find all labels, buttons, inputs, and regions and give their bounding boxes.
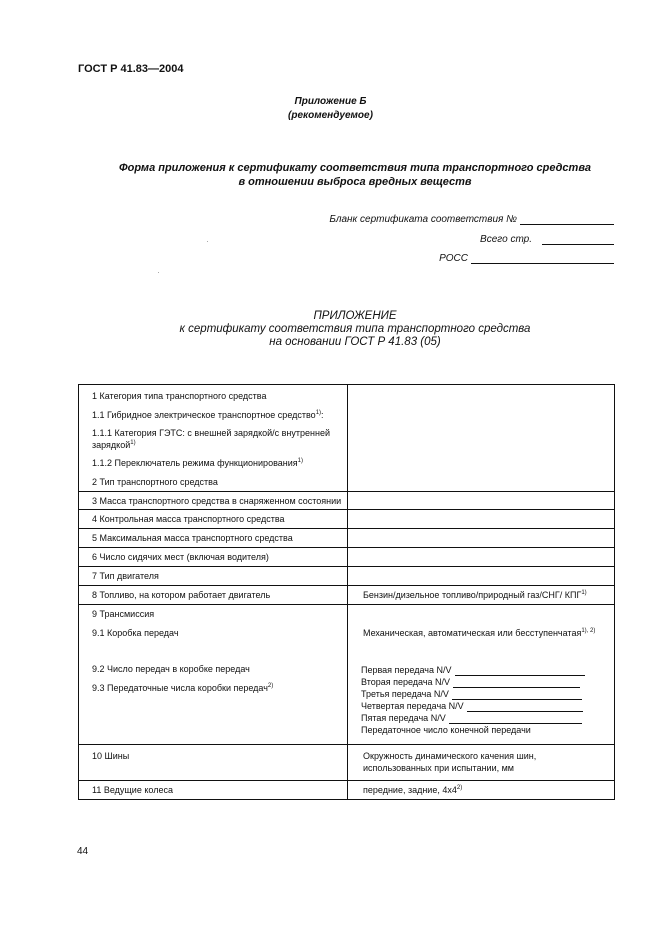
table-row <box>79 529 615 548</box>
appendix-title: Приложение Б <box>294 96 367 107</box>
row-label: 6 Число сидячих мест (включая водителя) <box>92 552 269 562</box>
table-cell-label <box>79 385 348 492</box>
table-cell-label <box>79 510 348 529</box>
scan-speck <box>158 272 159 273</box>
attachment-title: ПРИЛОЖЕНИЕ <box>313 310 397 322</box>
table-row <box>79 492 615 510</box>
scan-speck <box>207 241 208 242</box>
table-cell-value <box>348 781 615 800</box>
table-row <box>79 586 615 605</box>
row-label: 1.1.1 Категория ГЭТС: с внешней зарядкой/с внутренней зарядкой$^{1)}$ <box>92 428 331 450</box>
ross-blank-line <box>471 254 614 264</box>
table-cell-label <box>79 529 348 548</box>
appendix-subtitle: (рекомендуемое) <box>288 110 373 121</box>
gear-ratio-final: Передаточное число конечной передачи <box>361 725 531 735</box>
ross-blank-label: РОСС <box>439 253 468 264</box>
table-cell-label <box>79 548 348 567</box>
row-label: 1.1 Гибридное электрическое транспортное средство$^{1)}$: <box>92 410 324 420</box>
row-value: Бензин/дизельное топливо/природный газ/СНГ/ КПГ$^{1)}$ <box>363 590 587 600</box>
row-label: 9.2 Число передач в коробке передач <box>92 664 250 674</box>
row-value: передние, задние, 4x4$^{2)}$ <box>363 785 463 795</box>
standard-code: ГОСТ Р 41.83—2004 <box>78 63 184 75</box>
row-label: 5 Максимальная масса транспортного средства <box>92 533 293 543</box>
gear-ratio-item: Первая передача N/V <box>348 664 614 676</box>
row-label: 9.3 Передаточные числа коробки передач$^{2)}$ <box>92 683 274 693</box>
row-label: 1.1.2 Переключатель режима функционирования$^{1)}$ <box>92 458 303 468</box>
table-cell-value <box>348 529 615 548</box>
row-label: 2 Тип транспортного средства <box>92 477 218 487</box>
row-value: Окружность динамического качения шин, использованных при испытании, мм <box>363 751 537 773</box>
table-row <box>79 510 615 529</box>
pages-blank-label: Всего стр. <box>480 234 532 245</box>
table-cell-value <box>348 510 615 529</box>
table-cell-value <box>348 586 615 605</box>
table-cell-label <box>79 745 348 781</box>
form-title-line1: Форма приложения к сертификату соответствия типа транспортного средства <box>119 162 591 174</box>
row-label: 4 Контрольная масса транспортного средства <box>92 514 285 524</box>
gear-ratio-list <box>348 664 614 736</box>
gear-ratio-item: Вторая передача N/V <box>348 676 614 688</box>
table-row <box>79 781 615 800</box>
table-cell-label <box>79 586 348 605</box>
table-cell-value <box>348 567 615 586</box>
certificate-attachment-table <box>78 384 615 800</box>
table-row <box>79 605 615 745</box>
table-cell-value <box>348 548 615 567</box>
gear-ratio-item: Пятая передача N/V <box>348 712 614 724</box>
row-label: 11 Ведущие колеса <box>92 785 173 795</box>
certificate-blank-line <box>520 215 614 225</box>
pages-blank-field <box>480 234 614 245</box>
table-cell-label <box>79 781 348 800</box>
row-label: 10 Шины <box>92 751 130 761</box>
certificate-blank-field <box>329 214 614 225</box>
table-cell-label <box>79 605 348 745</box>
row-label: 3 Масса транспортного средства в снаряженном состоянии <box>92 496 342 506</box>
row-label: 1 Категория типа транспортного средства <box>92 391 267 401</box>
table-cell-value <box>348 745 615 781</box>
table-row <box>79 548 615 567</box>
row-label: 9 Трансмиссия <box>92 609 155 619</box>
row-value: Механическая, автоматическая или бесступенчатая$^{1), 2)}$ <box>363 628 596 638</box>
page-number: 44 <box>77 846 89 857</box>
table-cell-value <box>348 385 615 492</box>
certificate-blank-label: Бланк сертификата соответствия № <box>329 214 517 225</box>
row-label: 8 Топливо, на котором работает двигатель <box>92 590 271 600</box>
gear-ratio-item: Третья передача N/V <box>348 688 614 700</box>
gear-ratio-item: Четвертая передача N/V <box>348 700 614 712</box>
attachment-subtitle-line1: к сертификату соответствия типа транспортного средства <box>179 323 531 335</box>
table-row <box>79 745 615 781</box>
form-title-line2: в отношении выброса вредных веществ <box>238 176 472 188</box>
row-label: 9.1 Коробка передач <box>92 628 179 638</box>
table-row <box>79 385 615 492</box>
attachment-subtitle-line2: на основании ГОСТ Р 41.83 (05) <box>269 336 441 348</box>
table-cell-value <box>348 492 615 510</box>
ross-blank-field <box>439 253 614 264</box>
table-row <box>79 567 615 586</box>
row-label: 7 Тип двигателя <box>92 571 159 581</box>
table-cell-value <box>348 605 615 745</box>
pages-blank-line <box>542 235 614 245</box>
table-cell-label <box>79 492 348 510</box>
table-cell-label <box>79 567 348 586</box>
